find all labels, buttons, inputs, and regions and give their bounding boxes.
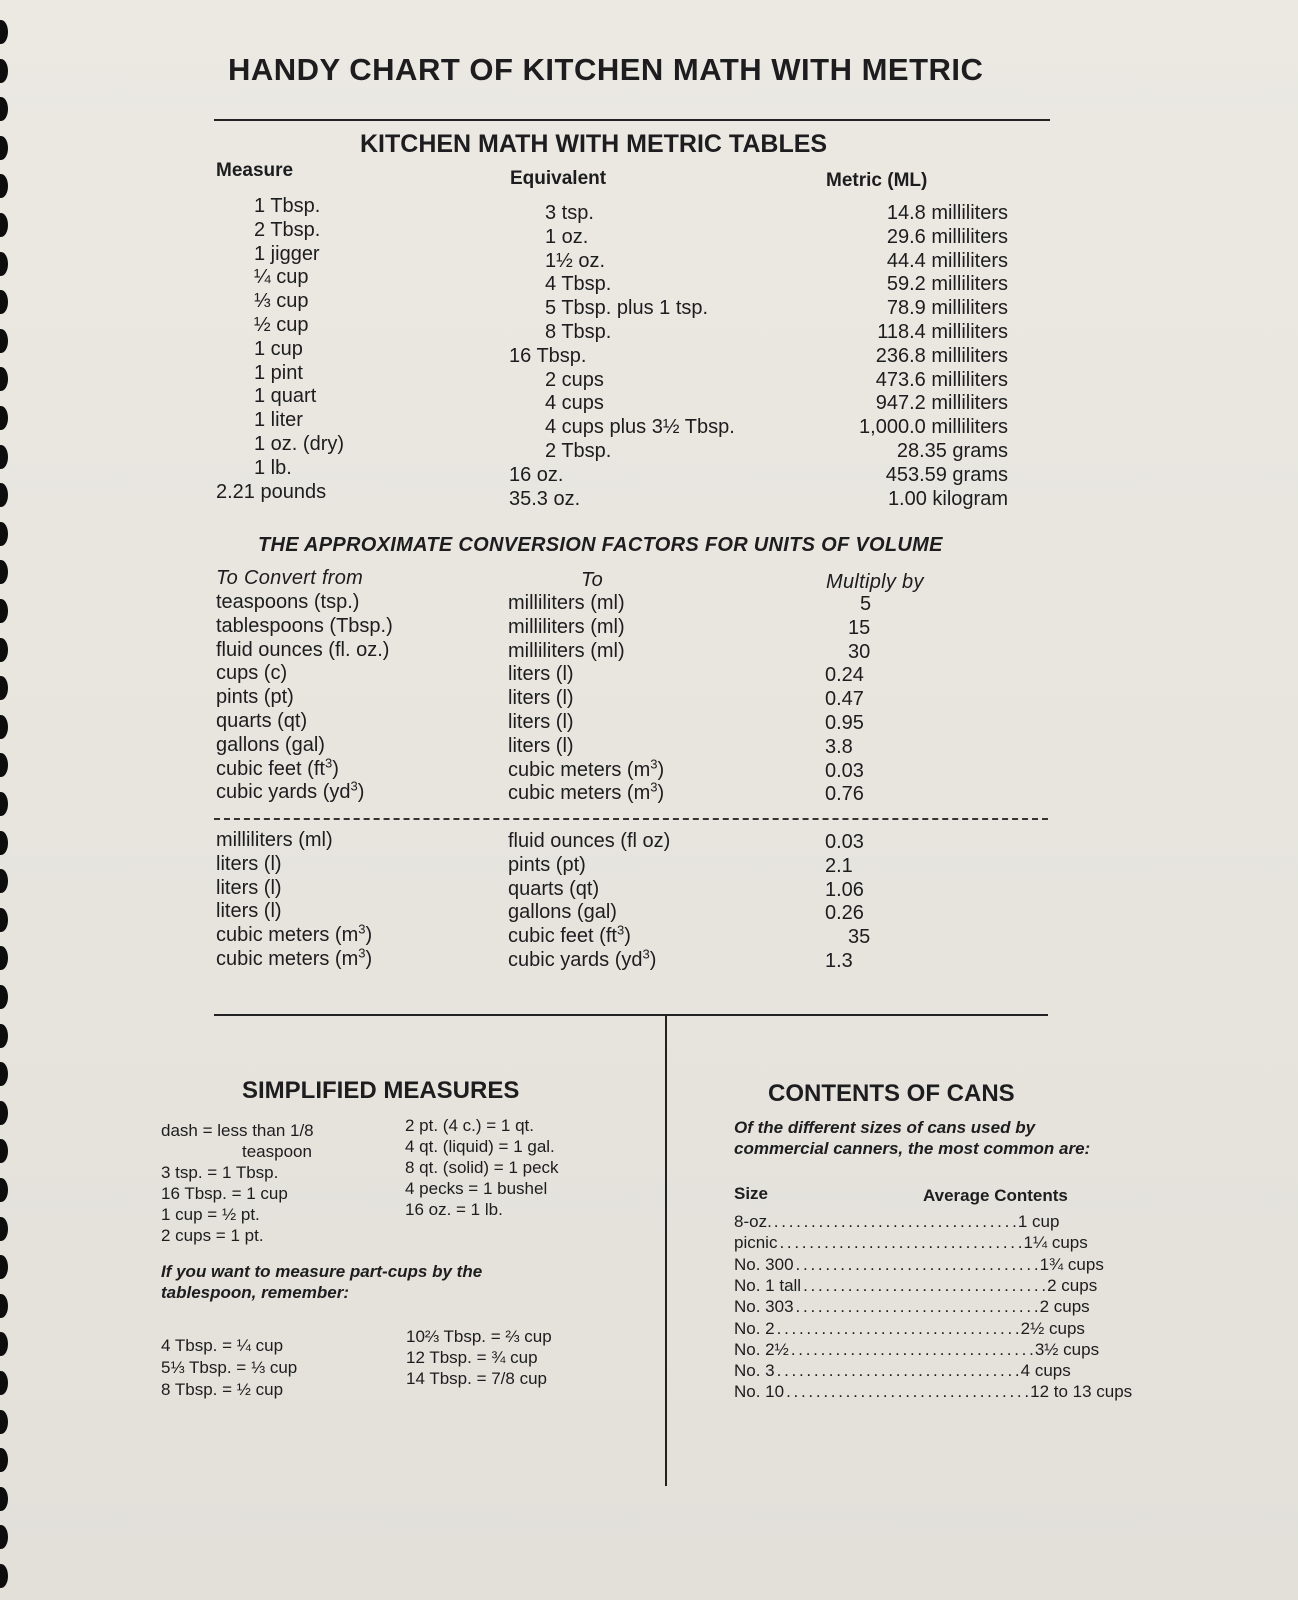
equivalent-cell: 16 oz. <box>509 463 564 486</box>
equivalent-cell: 5 Tbsp. plus 1 tsp. <box>545 297 709 320</box>
simplified-item: 4 qt. (liquid) = 1 gal. <box>405 1137 555 1156</box>
metric-cell: 29.6 milliliters <box>886 225 1008 248</box>
can-row <box>734 1275 1098 1296</box>
multiply-cell: 0.03 <box>825 759 864 782</box>
can-contents: 1¾ cups <box>1039 1254 1104 1274</box>
binding-hole <box>0 1101 8 1125</box>
can-size: No. 303 <box>734 1297 794 1317</box>
multiply-cell: 0.76 <box>825 783 864 806</box>
binding-hole <box>0 1564 8 1588</box>
simplified-item: 3 tsp. = 1 Tbsp. <box>161 1163 279 1182</box>
equivalent-cell: 4 cups plus 3½ Tbsp. <box>545 416 735 439</box>
bottom-rule <box>214 1014 1048 1016</box>
dot-leader: . . . . . . . . . . . . . . . . . . . . . . . . . . . . . . . . . <box>795 1297 1038 1317</box>
multiply-cell: 15 <box>848 616 871 639</box>
part-cups-note: If you want to measure part-cups by the tablespoon, remember: <box>161 1262 483 1302</box>
equivalent-cell: 1½ oz. <box>545 249 606 272</box>
part-cup-item: 4 Tbsp. = ¼ cup <box>161 1336 284 1355</box>
convert-to-cell: cubic yards $(yd^3)$ <box>508 946 657 971</box>
dashed-divider <box>214 818 1048 820</box>
can-size: picnic <box>734 1233 778 1253</box>
can-row <box>734 1254 1104 1275</box>
convert-from-cell: teaspoons (tsp.) <box>216 591 360 613</box>
measure-cell: 1 pint <box>254 361 303 384</box>
binding-hole <box>0 1371 8 1395</box>
simplified-item: teaspoon <box>242 1142 312 1161</box>
metric-cell: 59.2 milliliters <box>886 273 1008 296</box>
kitchen-table-title: KITCHEN MATH WITH METRIC TABLES <box>360 130 828 158</box>
multiply-cell: 2.1 <box>825 854 853 877</box>
multiply-cell: 35 <box>848 926 871 949</box>
can-row <box>734 1211 1084 1232</box>
can-size: No. 2 <box>734 1318 775 1338</box>
to-header: To <box>581 569 604 591</box>
metric-cell: 118.4 milliliters <box>877 321 1008 343</box>
binding-hole <box>0 174 8 198</box>
convert-to-cell: milliliters (ml) <box>508 615 625 638</box>
binding-hole <box>0 522 8 546</box>
convert-from-cell: tablespoons (Tbsp.) <box>216 614 393 637</box>
binding-hole <box>0 213 8 237</box>
measure-cell: ½ cup <box>254 314 309 336</box>
multiply-cell: 0.47 <box>825 688 864 711</box>
equivalent-cell: 35.3 oz. <box>509 487 581 510</box>
measure-cell: 1 lb. <box>254 456 292 479</box>
equivalent-cell: 16 Tbsp. <box>509 344 587 367</box>
binding-hole <box>0 1024 8 1048</box>
binding-hole <box>0 1178 8 1202</box>
can-contents: 4 cups <box>1020 1361 1071 1381</box>
convert-from-cell: gallons (gal) <box>216 733 325 756</box>
binding-hole <box>0 869 8 893</box>
can-row <box>734 1381 1133 1402</box>
convert-from-cell: fluid ounces (fl. oz.) <box>216 638 390 661</box>
convert-from-cell: milliliters (ml) <box>216 829 333 851</box>
metric-cell: 14.8 milliliters <box>886 202 1008 224</box>
part-cup-item: 5⅓ Tbsp. = ⅓ cup <box>161 1358 298 1377</box>
binding-hole <box>0 1332 8 1356</box>
convert-to-cell: liters (l) <box>508 663 574 686</box>
convert-from-cell: cubic feet $(ft^3)$ <box>216 754 339 780</box>
binding-hole <box>0 329 8 353</box>
can-row <box>734 1296 1090 1317</box>
metric-cell: 28.35 grams <box>896 440 1008 462</box>
binding-hole <box>0 59 8 83</box>
convert-to-cell: milliliters (ml) <box>508 592 625 614</box>
measure-cell: 1 quart <box>254 385 317 408</box>
binding-hole <box>0 676 8 700</box>
binding-hole <box>0 1487 8 1511</box>
binding-hole <box>0 1255 8 1279</box>
multiply-header: Multiply by <box>826 571 924 593</box>
metric-cell: 1,000.0 milliliters <box>859 416 1008 439</box>
binding-hole <box>0 1062 8 1086</box>
equivalent-cell: 1 oz. <box>545 225 589 248</box>
metric-cell: 947.2 milliliters <box>875 392 1008 415</box>
measure-cell: 1 jigger <box>254 242 320 265</box>
binding-hole <box>0 252 8 276</box>
binding-hole <box>0 985 8 1009</box>
convert-to-cell: gallons (gal) <box>508 901 617 924</box>
convert-from-cell: liters (l) <box>216 876 282 899</box>
can-size: No. 3 <box>734 1361 775 1381</box>
binding-hole <box>0 1294 8 1318</box>
multiply-cell: 0.03 <box>825 831 864 853</box>
dot-leader: . . . . . . . . . . . . . . . . . . . . . . . . . . . . . . . . . <box>786 1382 1029 1402</box>
convert-from-header: To Convert from <box>216 567 364 589</box>
part-cup-item: 14 Tbsp. = 7/8 cup <box>406 1369 547 1388</box>
metric-cell: 44.4 milliliters <box>886 249 1008 272</box>
multiply-cell: 5 <box>860 593 872 615</box>
equivalent-cell: 4 cups <box>545 392 604 415</box>
can-size: 8-oz. <box>734 1212 772 1231</box>
can-size: No. 300 <box>734 1254 794 1274</box>
metric-cell: 78.9 milliliters <box>886 297 1008 320</box>
binding-hole <box>0 290 8 314</box>
can-row <box>734 1360 1084 1381</box>
binding-hole <box>0 1217 8 1241</box>
equivalent-cell: 8 Tbsp. <box>545 321 612 343</box>
convert-from-cell: liters (l) <box>216 900 282 923</box>
metric-cell: 473.6 milliliters <box>875 368 1008 391</box>
simplified-title: SIMPLIFIED MEASURES <box>242 1077 520 1104</box>
part-cup-item: 8 Tbsp. = ½ cup <box>161 1380 284 1399</box>
convert-to-cell: liters (l) <box>508 687 574 710</box>
cans-title: CONTENTS OF CANS <box>768 1080 1015 1107</box>
dot-leader: . . . . . . . . . . . . . . . . . . . . . . . . . . . . . . . . . <box>776 1318 1019 1338</box>
simplified-item: 16 Tbsp. = 1 cup <box>161 1184 288 1203</box>
can-contents: 12 to 13 cups <box>1030 1382 1133 1402</box>
simplified-item: 2 cups = 1 pt. <box>161 1226 264 1245</box>
convert-to-cell: liters (l) <box>508 734 574 757</box>
binding-hole <box>0 367 8 391</box>
convert-from-cell: cups (c) <box>216 662 288 685</box>
convert-from-cell: cubic yards $(yd^3)$ <box>216 778 365 804</box>
simplified-item: dash = less than 1/8 <box>161 1121 314 1140</box>
binding-hole <box>0 20 8 44</box>
binding-hole <box>0 715 8 739</box>
convert-to-cell: pints (pt) <box>508 853 586 876</box>
cans-intro: Of the different sizes of cans used by commercial canners, the most common are: <box>734 1118 1091 1158</box>
convert-to-cell: cubic meters $(m^3)$ <box>508 755 665 781</box>
part-cup-item: 12 Tbsp. = ¾ cup <box>406 1348 538 1367</box>
can-contents: 3½ cups <box>1034 1339 1100 1359</box>
dot-leader: . . . . . . . . . . . . . . . . . . . . . . . . . . . . . . . . . <box>779 1233 1022 1253</box>
multiply-cell: 1.3 <box>825 950 853 972</box>
convert-from-cell: cubic meters $(m^3)$ <box>216 921 373 947</box>
can-contents: 2½ cups <box>1020 1318 1085 1338</box>
bottom-divider <box>665 1014 667 1486</box>
can-row <box>734 1318 1084 1339</box>
binding-hole <box>0 560 8 584</box>
equivalent-cell: 2 cups <box>545 368 604 391</box>
convert-from-cell: liters (l) <box>216 852 282 875</box>
multiply-cell: 1.06 <box>825 878 864 901</box>
equivalent-cell: 2 Tbsp. <box>545 440 612 462</box>
part-cup-item: 10⅔ Tbsp. = ⅔ cup <box>406 1327 552 1346</box>
metric-header: Metric (ML) <box>826 170 928 191</box>
can-row <box>734 1339 1100 1360</box>
dot-leader: . . . . . . . . . . . . . . . . . . . . . . . . . . . . . . . . . <box>795 1254 1038 1274</box>
can-contents: 2 cups <box>1047 1275 1098 1295</box>
convert-from-cell: quarts (qt) <box>216 710 308 732</box>
dot-leader: . . . . . . . . . . . . . . . . . . . . . . . . . . . . . . . . . <box>803 1275 1046 1295</box>
simplified-item: 4 pecks = 1 bushel <box>405 1179 548 1198</box>
multiply-cell: 0.26 <box>825 902 864 925</box>
can-size: No. 10 <box>734 1382 785 1402</box>
multiply-cell: 0.95 <box>825 712 864 734</box>
convert-to-cell: fluid ounces (fl oz) <box>508 830 671 852</box>
measure-cell: ⅓ cup <box>254 290 309 313</box>
metric-cell: 1.00 kilogram <box>887 487 1008 510</box>
metric-cell: 453.59 grams <box>885 463 1008 486</box>
measure-cell: 2 Tbsp. <box>254 218 321 241</box>
equivalent-cell: 3 tsp. <box>545 202 594 224</box>
size-header: Size <box>734 1184 769 1203</box>
equivalent-cell: 4 Tbsp. <box>545 273 612 296</box>
binding-hole <box>0 1525 8 1549</box>
binding-hole <box>0 445 8 469</box>
can-row <box>734 1232 1088 1253</box>
dot-leader: . . . . . . . . . . . . . . . . . . . . . . . . . . . . . . . . . <box>776 1361 1019 1381</box>
binding-hole <box>0 136 8 160</box>
title-rule <box>214 119 1050 121</box>
simplified-item: 1 cup = ½ pt. <box>161 1205 260 1224</box>
can-contents: 1¼ cups <box>1023 1233 1088 1253</box>
binding-hole <box>0 97 8 121</box>
convert-to-cell: cubic feet $(ft^3)$ <box>508 922 631 948</box>
can-contents: 1 cup <box>1017 1212 1060 1231</box>
binding-hole <box>0 638 8 662</box>
multiply-cell: 30 <box>848 640 871 663</box>
multiply-cell: 0.24 <box>825 664 864 687</box>
measure-cell: 1 Tbsp. <box>254 195 321 217</box>
can-size: No. 2½ <box>734 1339 789 1359</box>
convert-from-cell: cubic meters $(m^3)$ <box>216 945 373 970</box>
simplified-item: 2 pt. (4 c.) = 1 qt. <box>405 1116 534 1135</box>
measure-cell: ¼ cup <box>254 266 309 289</box>
binding-hole <box>0 946 8 970</box>
binding-hole <box>0 599 8 623</box>
equivalent-header: Equivalent <box>510 168 607 189</box>
metric-cell: 236.8 milliliters <box>875 344 1008 367</box>
measure-cell: 1 oz. (dry) <box>254 433 345 455</box>
convert-to-cell: liters (l) <box>508 711 574 733</box>
dot-leader: . . . . . . . . . . . . . . . . . . . . . . . . . . . . . . . . . <box>790 1339 1033 1359</box>
conversion-title: THE APPROXIMATE CONVERSION FACTORS FOR UNITS OF VOLUME <box>258 534 943 556</box>
measure-cell: 1 cup <box>254 337 303 360</box>
multiply-cell: 3.8 <box>825 735 853 758</box>
simplified-item: 8 qt. (solid) = 1 peck <box>405 1158 559 1177</box>
binding-hole <box>0 831 8 855</box>
measure-cell: 1 liter <box>254 409 303 432</box>
binding-hole <box>0 908 8 932</box>
can-size: No. 1 tall <box>734 1275 802 1295</box>
convert-from-cell: pints (pt) <box>216 686 294 709</box>
can-contents: 2 cups <box>1039 1297 1090 1317</box>
measure-header: Measure <box>216 160 294 181</box>
binding-hole <box>0 792 8 816</box>
binding-hole <box>0 1448 8 1472</box>
measure-cell: 2.21 pounds <box>216 480 327 503</box>
simplified-item: 16 oz. = 1 lb. <box>405 1200 503 1219</box>
convert-to-cell: milliliters (ml) <box>508 639 625 662</box>
spiral-binding <box>0 0 18 1600</box>
page-title: HANDY CHART OF KITCHEN MATH WITH METRIC <box>228 52 984 87</box>
contents-header: Average Contents <box>923 1186 1068 1205</box>
binding-hole <box>0 753 8 777</box>
binding-hole <box>0 483 8 507</box>
binding-hole <box>0 1410 8 1434</box>
binding-hole <box>0 1139 8 1163</box>
convert-to-cell: cubic meters $(m^3)$ <box>508 779 665 805</box>
dot-leader: . . . . . . . . . . . . . . . . . . . . . . . . . . . . . . . . . <box>773 1212 1016 1231</box>
binding-hole <box>0 406 8 430</box>
convert-to-cell: quarts (qt) <box>508 877 600 900</box>
